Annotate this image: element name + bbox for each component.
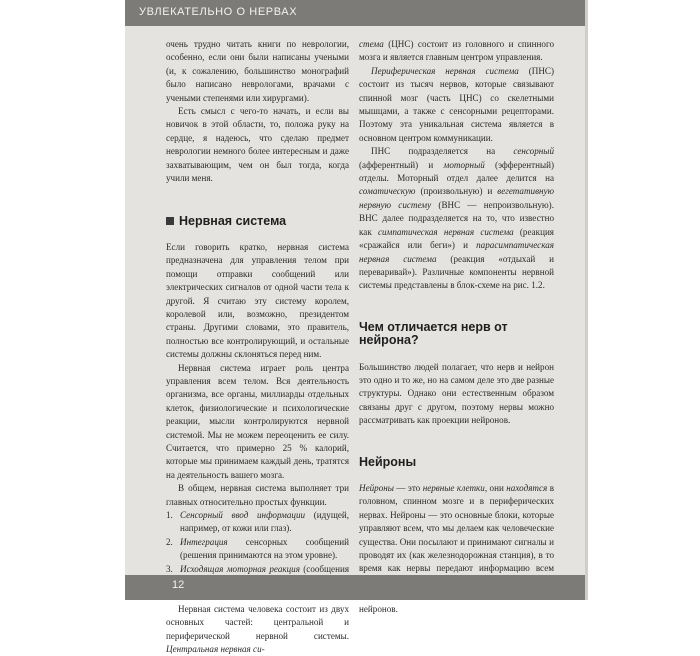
paragraph — [359, 145, 554, 292]
list-text: (сообщения — [303, 563, 349, 574]
page-number: 12 — [172, 579, 185, 591]
paragraph-text: (реакция «отдыхай и переваривай»). Различные компоненты нервной системы представлены в блок-схеме на рис. 1.2. — [359, 253, 554, 291]
italic-term: симпатическая нервная система — [377, 226, 514, 237]
page-edge — [585, 0, 588, 600]
list-term: Исходящая моторная реакция — [180, 563, 300, 574]
paragraph-text: (ЦНС) состоит из головного и спинного мозга и является главным центром управления. — [359, 39, 554, 63]
italic-term: соматическую — [359, 186, 416, 197]
list-number: 1. — [166, 510, 173, 520]
paragraph-text: (ПНС) состоит из тысяч нервов, которые связывают спинной мозг (часть ЦНС) со скелетными мышцами, а также с сенсорными рецепторами. Поэтому эта уникальная система является в основном центром коммуникации. — [359, 65, 554, 143]
list-item — [166, 536, 349, 563]
paragraph: Если говорить кратко, нервная система предназначена для управления телом при помощи отправки сообщений или электрических сигналов от одной части тела к другой. Я считаю эту систему королем, королевой или, возможно, президентом страны. Другими словами, это правитель, полностью все контролирующий, и остальные системы должны склоняться перед ним. — [166, 241, 349, 360]
paragraph-text: (эфферентный) отделы. Моторный отдел далее делится на — [359, 159, 554, 184]
paragraph: Есть смысл с чего-то начать, и если вы новичок в этой области, то, положа руку на сердце, я надеюсь, что сделаю предмет неврологии немного более интересным и даже захватывающим, чем он был тогда, когда учили меня. — [166, 106, 349, 184]
section-heading: Чем отличается нерв от нейрона? — [359, 319, 508, 348]
spacer — [166, 185, 349, 215]
italic-term: Нейроны — [359, 482, 394, 493]
italic-term: стема — [359, 39, 384, 49]
list-number: 3. — [166, 563, 173, 574]
list-text: (идущей, например, от кожи или глаз). — [180, 510, 349, 534]
paragraph-text: (афферентный) и — [359, 159, 444, 170]
paragraph: очень трудно читать книги по неврологии, особенно, если они были написаны учеными (и, к сожалению, большинство монографий было написано неврологами, врачами с учеными степенями или хирургами). — [166, 39, 349, 103]
paragraph: Большинство людей полагает, что нерв и нейрон это одно и то же, но на самом деле это две разные структуры. Однако они естественным образом связаны друг с другом, поэтому нервы можно рассматривать как проекции нейронов. — [359, 361, 554, 426]
paragraph: В общем, нервная система выполняет три главных относительно простых функции. — [166, 483, 349, 507]
paragraph — [359, 38, 554, 65]
running-header — [125, 0, 585, 26]
italic-term: Центральная нервная си- — [166, 644, 265, 655]
header-title: УВЛЕКАТЕЛЬНО О НЕРВАХ — [139, 6, 298, 18]
page-footer — [125, 575, 585, 600]
paragraph-text: Нервная система человека состоит из двух основных частей: центральной и периферической нервной системы. — [166, 603, 349, 641]
spacer — [359, 293, 554, 321]
paragraph-text: (реакция «сражайся или беги») и — [359, 226, 554, 251]
square-bullet-icon — [166, 217, 174, 225]
paragraph — [359, 65, 554, 145]
section-heading — [166, 215, 349, 228]
paragraph-text: — это — [393, 482, 423, 493]
paragraph-text: (ВНС — непроизвольную). ВНС далее подразделяется на то, что известно как — [359, 199, 554, 237]
spacer — [359, 348, 554, 361]
right-column — [359, 38, 554, 616]
section-heading: Нейроны — [359, 454, 417, 469]
list-text: сенсорных сообщений (решения принимаются на этом уровне). — [180, 536, 349, 561]
list-item — [166, 509, 349, 536]
left-column — [166, 38, 349, 656]
paragraph-text: , они — [484, 482, 507, 493]
paragraph-text: ПНС подразделяется на — [371, 146, 514, 157]
spacer — [359, 469, 554, 482]
spacer — [166, 229, 349, 241]
italic-term: нервные клетки — [422, 482, 485, 493]
spacer — [359, 428, 554, 456]
italic-term: парасимпатическая нервная система — [359, 240, 554, 264]
list-term: Интеграция — [180, 536, 228, 547]
italic-term: сенсорный — [513, 146, 554, 157]
italic-term: вегетативную нервную систему — [359, 186, 554, 210]
italic-term: находятся — [506, 482, 548, 493]
italic-term: моторный — [443, 159, 485, 170]
list-number: 2. — [166, 536, 173, 547]
paragraph: Нервная система играет роль центра управления всем телом. Вся деятельность организма, все органы, миллиарды отдельных клеток, физиологические и психологические реакции, мысли контролируются нервной системой. Мы не можем переоценить ее силу. Считается, что примерно 25 % калорий, которые мы принимаем каждый день, тратятся на деятельность вашего мозга. — [166, 362, 349, 480]
section-heading-text: Нервная система — [179, 214, 287, 229]
paragraph — [166, 603, 349, 656]
paragraph-text: (произвольную) и — [415, 186, 498, 197]
list-term: Сенсорный ввод информации — [180, 510, 306, 520]
paragraph-text: в головном, спинном мозге и в периферических нервах. Нейроны — это основные блоки, которые управляют всем, что мы делаем как человеческие существа. Они посылают и принимают сигналы и проводят их (как железнодорожная станция), в то время как нервы передают информацию всем нейронов. — [359, 482, 555, 614]
italic-term: Периферическая нервная система — [371, 65, 519, 76]
